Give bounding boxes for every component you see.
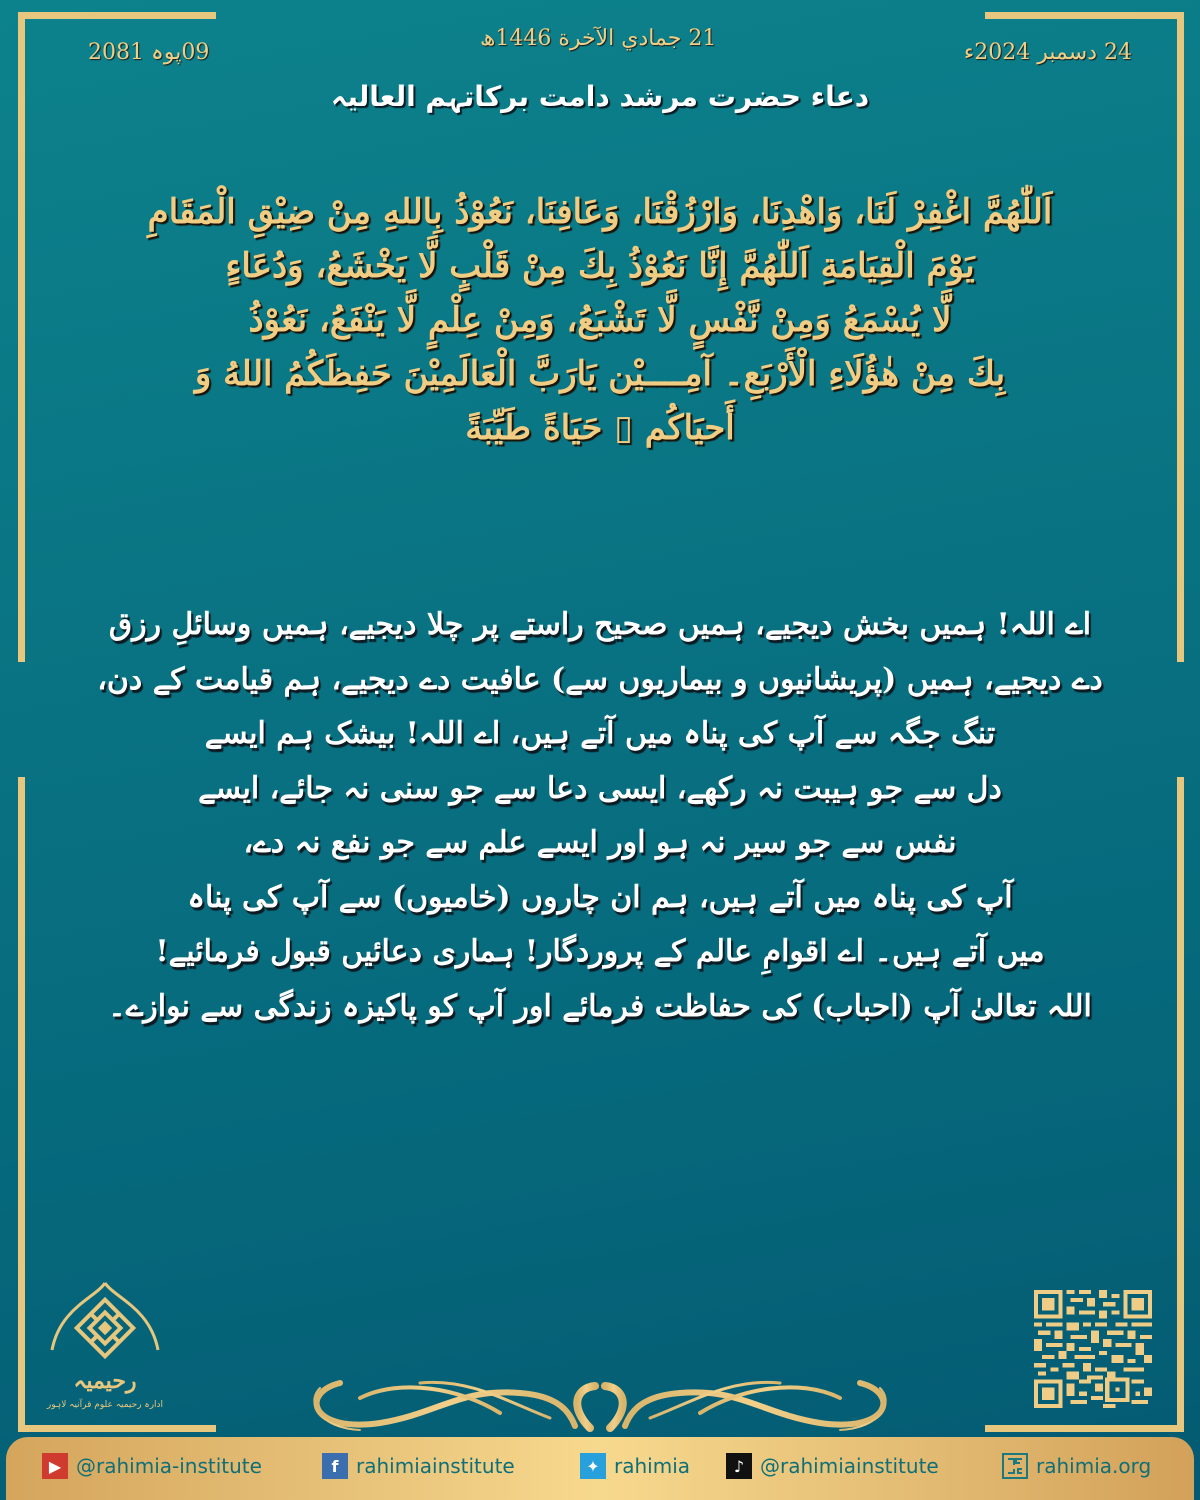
logo-name: رحیمیہ xyxy=(73,1368,137,1394)
social-youtube[interactable] xyxy=(42,1453,262,1479)
date-gregorian: 24 دسمبر 2024ء xyxy=(963,40,1132,65)
urdu-line: دل سے جو ہیبت نہ رکھے، ایسی دعا سے جو سنی نہ جائے، ایسے xyxy=(198,770,1002,806)
urdu-translation xyxy=(80,598,1120,1034)
urdu-line: تنگ جگہ سے آپ کی پناہ میں آتے ہیں، اے اللہ! بیشک ہم ایسے xyxy=(204,716,996,751)
rahimia-logo xyxy=(40,1280,170,1430)
twitter-icon: ✦ xyxy=(580,1453,606,1479)
social-twitter[interactable] xyxy=(580,1453,690,1479)
social-tiktok[interactable] xyxy=(726,1453,939,1479)
facebook-handle[interactable]: rahimiainstitute xyxy=(356,1454,515,1478)
tiktok-handle[interactable]: @rahimiainstitute xyxy=(760,1454,939,1478)
urdu-line: آپ کی پناہ میں آتے ہیں، ہم ان چاروں (خامیوں) سے آپ کی پناہ xyxy=(187,879,1013,915)
frame-bottom-right xyxy=(985,1425,1184,1432)
frame-left-lower xyxy=(18,777,25,1432)
page-title: دعاء حضرت مرشد دامت برکاتہم العالیہ xyxy=(330,80,870,113)
frame-top-left xyxy=(18,12,216,19)
frame-top-right xyxy=(985,12,1184,19)
urdu-line: اے اللہ! ہمیں بخش دیجیے، ہمیں صحیح راستے پر چلا دیجیے، ہمیں وسائلِ رزق xyxy=(108,607,1092,642)
ornament-divider-icon xyxy=(300,1368,900,1438)
logo-subtitle: ادارہ رحیمیہ علوم قرآنیہ لاہور xyxy=(46,1400,164,1410)
arabic-dua xyxy=(110,185,1090,455)
youtube-handle[interactable]: @rahimia-institute xyxy=(76,1454,262,1478)
urdu-line: میں آتے ہیں۔ اے اقوامِ عالم کے پروردگار! ہماری دعائیں قبول فرمائیے! xyxy=(155,934,1045,969)
dome-emblem-icon xyxy=(40,1280,170,1375)
date-hijri: 21 جمادي الآخرة 1446ھ xyxy=(480,26,717,51)
urdu-line: اللہ تعالیٰ آپ (احباب) کی حفاظت فرمائے اور آپ کو پاکیزہ زندگی سے نوازے۔ xyxy=(108,988,1092,1024)
social-website[interactable] xyxy=(1002,1453,1151,1479)
date-vikram: 09پوہ 2081 xyxy=(88,40,210,65)
arabic-line: بِكَ مِنْ هٰؤُلَاءِ الْأَرْبَعِ۔ آمِــــيْن يَارَبَّ الْعَالَمِيْنَ حَفِظَكُمُ اللهُ وَ xyxy=(194,354,1006,394)
facebook-icon: f xyxy=(322,1453,348,1479)
arabic-line: لَّا يُسْمَعُ وَمِنْ نَّفْسٍ لَّا تَشْبَعُ، وَمِنْ عِلْمٍ لَّا يَنْفَعُ، نَعُوْذُ xyxy=(248,300,952,340)
social-facebook[interactable] xyxy=(322,1453,515,1479)
tiktok-icon: ♪ xyxy=(726,1453,752,1479)
youtube-icon: ▶ xyxy=(42,1453,68,1479)
social-footer xyxy=(6,1437,1194,1500)
qr-code[interactable] xyxy=(1034,1290,1152,1408)
arabic-line: اَللّٰهُمَّ اغْفِرْ لَنَا، وَاهْدِنَا، وَارْزُقْنَا، وَعَافِنَا، نَعُوْذُ بِاللهِ مِنْ ضِيْقِ الْمَقَامِ xyxy=(147,192,1053,232)
website-link[interactable]: rahimia.org xyxy=(1036,1454,1152,1478)
frame-right-lower xyxy=(1177,777,1184,1432)
urdu-line: نفس سے جو سیر نہ ہو اور ایسے علم سے جو نفع نہ دے، xyxy=(243,825,957,860)
arabic-line: أَحيَاكُم ▯ حَيَاةً طَيِّبَةً xyxy=(465,408,735,448)
arabic-line: يَوْمَ الْقِيَامَةِ اَللّٰهُمَّ إِنَّا نَعُوْذُ بِكَ مِنْ قَلْبٍ لَّا يَخْشَعُ، وَدُعَاءٍ xyxy=(225,246,975,286)
twitter-handle[interactable]: rahimia xyxy=(614,1454,691,1478)
urdu-line: دے دیجیے، ہمیں (پریشانیوں و بیماریوں سے) عافیت دے دیجیے، ہم قیامت کے دن، xyxy=(97,661,1103,697)
website-icon xyxy=(1002,1453,1028,1479)
